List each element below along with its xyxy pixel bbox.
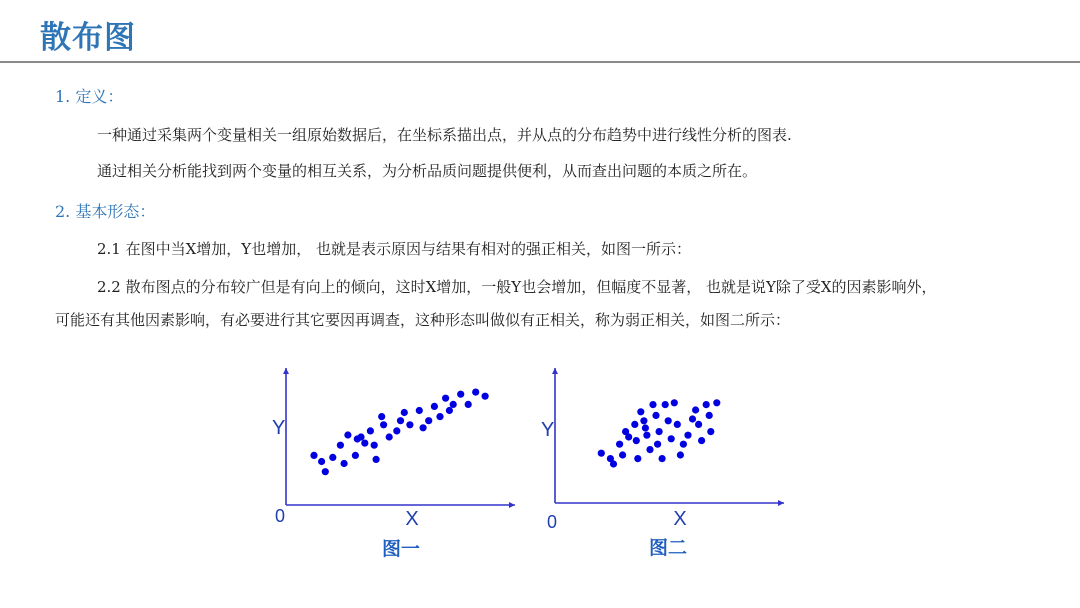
section-heading-basic-forms: 2. 基本形态： bbox=[55, 202, 156, 221]
title-divider bbox=[0, 61, 1080, 63]
scatter-point bbox=[465, 401, 472, 408]
scatter-point bbox=[598, 450, 605, 457]
scatter-point bbox=[646, 446, 653, 453]
scatter-point bbox=[352, 452, 359, 459]
scatter-point bbox=[367, 427, 374, 434]
scatter-point bbox=[371, 442, 378, 449]
scatter-point bbox=[689, 415, 696, 422]
scatter-point bbox=[416, 407, 423, 414]
scatter-point bbox=[625, 433, 632, 440]
scatter-point bbox=[337, 442, 344, 449]
scatter-point bbox=[684, 432, 691, 439]
scatter-point bbox=[386, 433, 393, 440]
scatter-point bbox=[674, 421, 681, 428]
forms-paragraph-2-1: 2.1 在图中当X增加，Y也增加， 也就是表示原因与结果有相对的强正相关，如图一所示： bbox=[97, 240, 691, 258]
scatter-point bbox=[634, 455, 641, 462]
scatter-point bbox=[436, 413, 443, 420]
scatter-point bbox=[662, 401, 669, 408]
scatter-point bbox=[633, 437, 640, 444]
figure-1 bbox=[255, 360, 525, 569]
figure-2 bbox=[525, 360, 795, 569]
scatter-point bbox=[401, 409, 408, 416]
scatter-point bbox=[431, 403, 438, 410]
scatter-point bbox=[713, 399, 720, 406]
scatter-point bbox=[329, 454, 336, 461]
scatter-point bbox=[671, 399, 678, 406]
scatter-point bbox=[442, 395, 449, 402]
scatter-point bbox=[668, 435, 675, 442]
scatter-point bbox=[703, 401, 710, 408]
scatter-point bbox=[450, 401, 457, 408]
scatter-point bbox=[318, 458, 325, 465]
page-title: 散布图 bbox=[40, 20, 136, 56]
scatter-point bbox=[373, 456, 380, 463]
scatter-point bbox=[457, 391, 464, 398]
scatter-point bbox=[397, 417, 404, 424]
scatter-point bbox=[659, 455, 666, 462]
scatter-point bbox=[344, 431, 351, 438]
scatter-point bbox=[652, 412, 659, 419]
definition-paragraph-1: 一种通过采集两个变量相关一组原始数据后，在坐标系描出点，并从点的分布趋势中进行线性分析的图表. bbox=[97, 126, 792, 144]
scatter-point bbox=[322, 468, 329, 475]
figure-caption: 图二 bbox=[648, 538, 688, 559]
scatter-point bbox=[610, 460, 617, 467]
scatter-point bbox=[637, 408, 644, 415]
x-axis-label: X bbox=[673, 508, 687, 530]
scatter-point bbox=[649, 401, 656, 408]
scatter-point bbox=[692, 406, 699, 413]
scatter-point bbox=[380, 421, 387, 428]
scatter-point bbox=[695, 421, 702, 428]
scatter-point bbox=[677, 451, 684, 458]
scatter-point bbox=[425, 417, 432, 424]
scatter-point bbox=[706, 412, 713, 419]
section-heading-definition: 1. 定义： bbox=[55, 87, 124, 106]
origin-label: 0 bbox=[547, 512, 558, 532]
scatter-point bbox=[616, 441, 623, 448]
scatter-point bbox=[654, 441, 661, 448]
scatter-point bbox=[707, 428, 714, 435]
scatter-point bbox=[642, 424, 649, 431]
scatter-point bbox=[341, 460, 348, 467]
scatter-point bbox=[640, 417, 647, 424]
scatter-point bbox=[378, 413, 385, 420]
scatter-point bbox=[698, 437, 705, 444]
scatter-point bbox=[361, 440, 368, 447]
scatter-point bbox=[619, 451, 626, 458]
figure-caption: 图一 bbox=[381, 539, 421, 560]
scatter-point bbox=[482, 393, 489, 400]
scatter-point bbox=[656, 428, 663, 435]
x-axis-label: X bbox=[405, 508, 419, 530]
y-axis-label: Y bbox=[272, 417, 286, 439]
scatter-point bbox=[680, 441, 687, 448]
forms-paragraph-2-2-line-1: 2.2 散布图点的分布较广但是有向上的倾向，这时X增加，一般Y也会增加，但幅度不显著， 也就是说Y除了受X的因素影响外， bbox=[97, 278, 937, 296]
origin-label: 0 bbox=[275, 506, 286, 526]
scatter-point bbox=[472, 389, 479, 396]
scatter-point bbox=[393, 427, 400, 434]
scatter-chart-2 bbox=[525, 360, 795, 565]
scatter-point bbox=[665, 417, 672, 424]
scatter-point bbox=[446, 407, 453, 414]
definition-paragraph-2: 通过相关分析能找到两个变量的相互关系，为分析品质问题提供便利，从而查出问题的本质之所在。 bbox=[97, 162, 758, 180]
scatter-point bbox=[406, 421, 413, 428]
y-axis-label: Y bbox=[541, 419, 555, 441]
scatter-point bbox=[357, 433, 364, 440]
scatter-point bbox=[310, 452, 317, 459]
scatter-point bbox=[631, 421, 638, 428]
scatter-chart-1 bbox=[255, 360, 525, 565]
scatter-point bbox=[420, 424, 427, 431]
forms-paragraph-2-2-line-2: 可能还有其他因素影响，有必要进行其它要因再调查，这种形态叫做似有正相关，称为弱正相关，如图二所示： bbox=[55, 311, 791, 329]
scatter-point bbox=[643, 432, 650, 439]
